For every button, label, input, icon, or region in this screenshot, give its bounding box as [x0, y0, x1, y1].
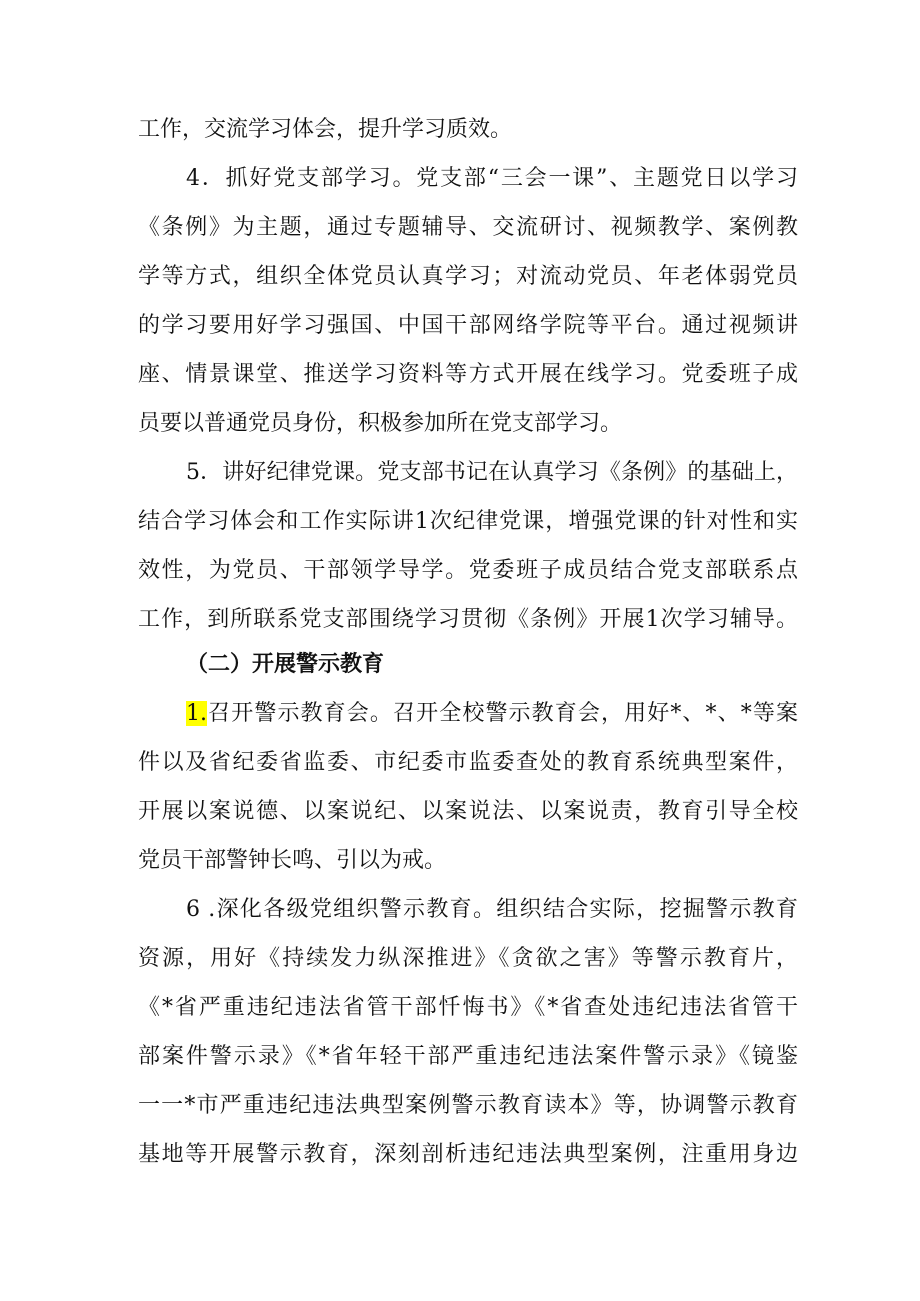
paragraph-line: 结合学习体会和工作实际讲1次纪律党课，增强党课的针对性和实 [138, 509, 798, 534]
paragraph-line: 的学习要用好学习强国、中国干部网络学院等平台。通过视频讲 [138, 313, 798, 338]
paragraph-line: 资源，用好《持续发力纵深推进》《贪欲之害》等警示教育片， [138, 946, 798, 971]
paragraph-line: 6 .深化各级党组织警示教育。组织结合实际，挖掘警示教育 [186, 897, 798, 922]
paragraph-line-highlighted [186, 692, 798, 736]
paragraph-line-text: 召开警示教育会。召开全校警示教育会，用好*、*、*等案 [207, 701, 798, 726]
paragraph-line: 效性，为党员、干部领学导学。党委班子成员结合党支部联系点 [138, 558, 798, 583]
section-heading: （二）开展警示教育 [186, 652, 385, 677]
paragraph-line: 一一*市严重违纪违法典型案例警示教育读本》等，协调警示教育 [138, 1093, 798, 1118]
paragraph-line: 座、情景课堂、推送学习资料等方式开展在线学习。党委班子成 [138, 362, 798, 387]
paragraph-line: 5．讲好纪律党课。党支部书记在认真学习《条例》的基础上， [186, 460, 798, 485]
paragraph-line: 基地等开展警示教育，深刻剖析违纪违法典型案例，注重用身边 [138, 1142, 798, 1167]
paragraph-line: 《条例》为主题，通过专题辅导、交流研讨、视频教学、案例教 [138, 215, 798, 240]
paragraph-line: 工作，交流学习体会，提升学习质效。 [138, 117, 513, 142]
paragraph-line: 学等方式，组织全体党员认真学习；对流动党员、年老体弱党员 [138, 264, 798, 289]
paragraph-line: 部案件警示录》《*省年轻干部严重违纪违法案件警示录》《镜鉴 [138, 1044, 798, 1069]
paragraph-line: 4．抓好党支部学习。党支部“三会一课”、主题党日以学习 [186, 166, 798, 191]
paragraph-line: 《*省严重违纪违法省管干部忏悔书》《*省查处违纪违法省管干 [138, 995, 798, 1020]
paragraph-line: 党员干部警钟长鸣、引以为戒。 [138, 848, 447, 873]
paragraph-line: 员要以普通党员身份，积极参加所在党支部学习。 [138, 411, 623, 436]
paragraph-line: 件以及省纪委省监委、市纪委市监委查处的教育系统典型案件， [138, 750, 798, 775]
highlighted-number: 1. [186, 701, 207, 726]
paragraph-line: 工作，到所联系党支部围绕学习贯彻《条例》开展1次学习辅导。 [138, 607, 798, 632]
paragraph-line: 开展以案说德、以案说纪、以案说法、以案说责，教育引导全校 [138, 799, 798, 824]
